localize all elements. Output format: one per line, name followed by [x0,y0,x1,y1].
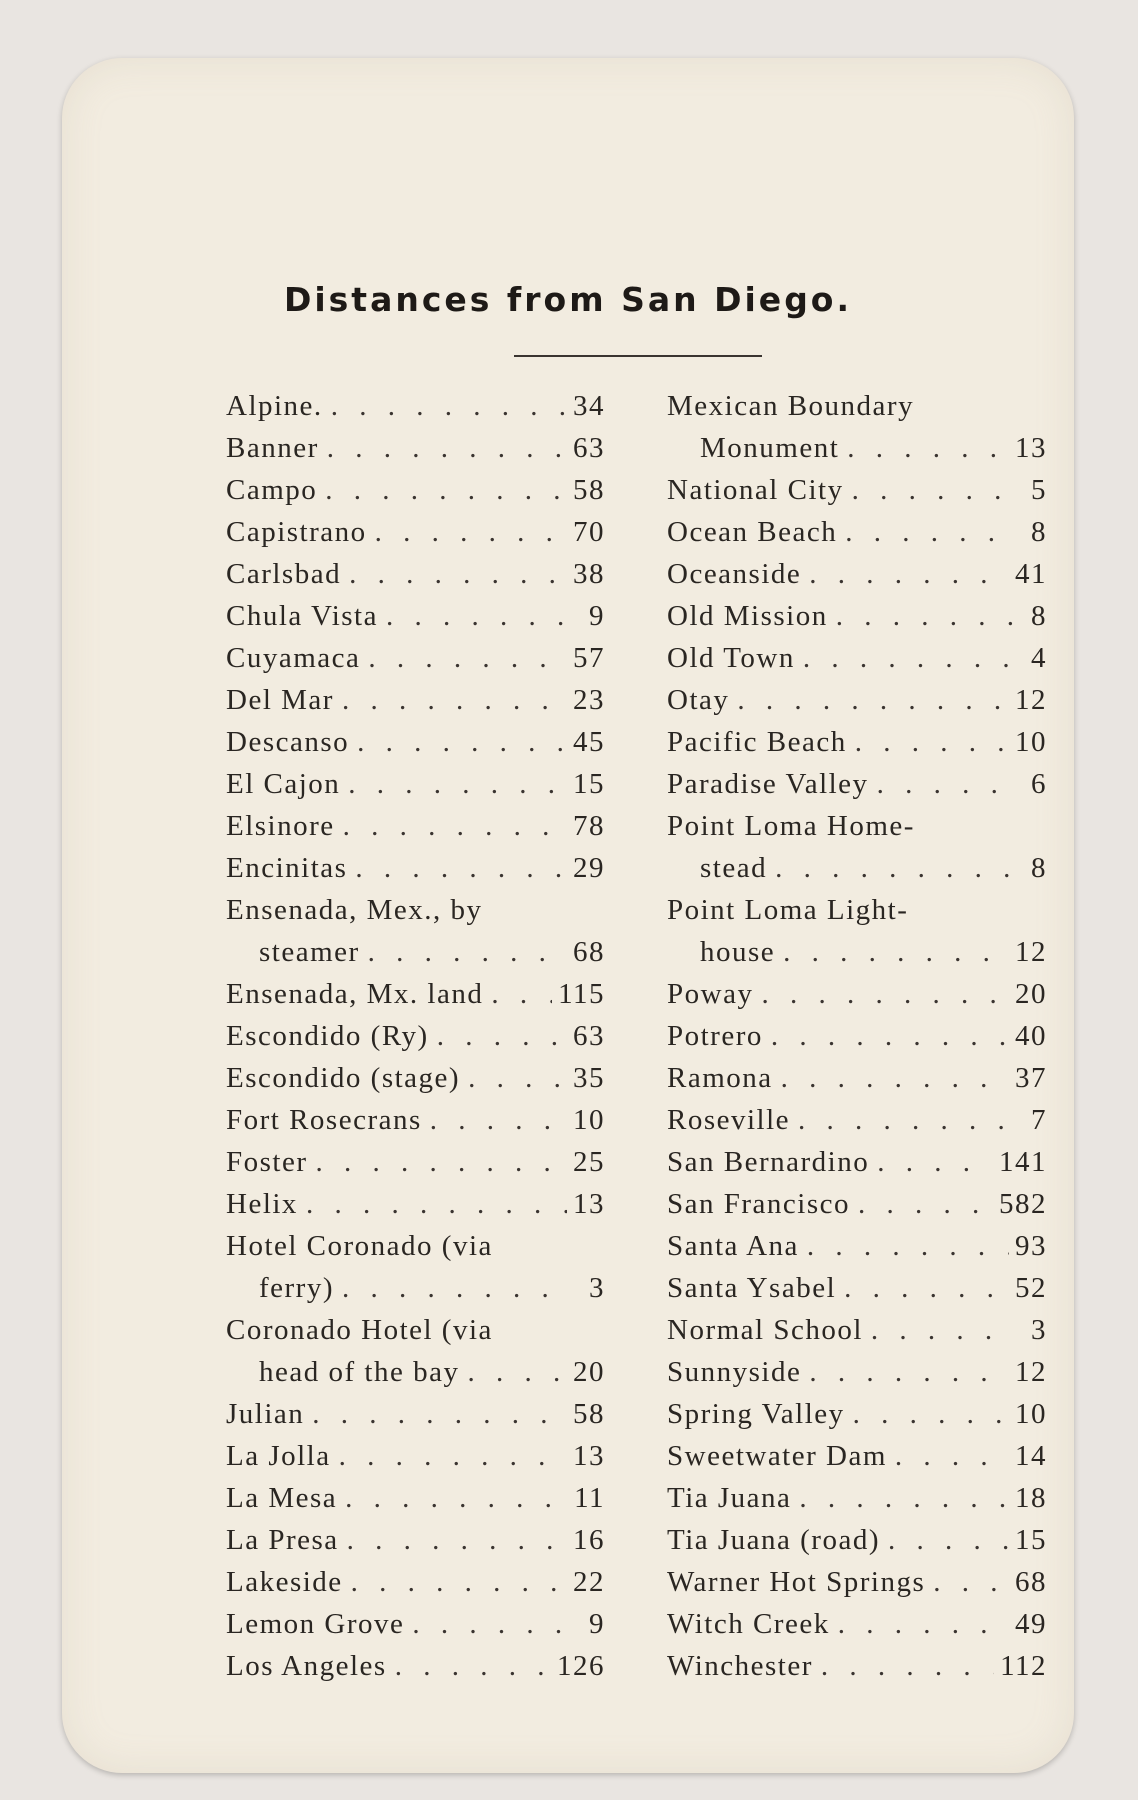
place-name: Campo [226,474,318,506]
list-item [667,595,1047,637]
list-item [667,1393,1047,1435]
distance-value: 20 [1015,978,1047,1010]
dot-leader [803,637,1013,679]
list-item [667,973,1047,1015]
place-name: Sunnyside [667,1356,802,1388]
list-item [226,931,605,973]
list-item [226,595,605,637]
place-name: Poway [667,978,754,1010]
page-title: Distances from San Diego. [283,280,853,319]
dot-leader [858,1183,993,1225]
distance-value: 13 [573,1188,605,1220]
list-item [667,1057,1047,1099]
list-item [226,1393,605,1435]
distance-value: 15 [1015,1524,1047,1556]
distance-value: 23 [573,684,605,716]
distance-value: 12 [1015,684,1047,716]
entry-heading: Hotel Coronado (via [226,1230,493,1262]
distance-value: 45 [573,726,605,758]
list-item [226,1351,605,1393]
list-item [667,1015,1047,1057]
distance-value: 15 [573,768,605,800]
list-item [667,679,1047,721]
place-name: Tia Juana (road) [667,1524,880,1556]
list-item [667,1645,1047,1687]
dot-leader [348,763,567,805]
place-name: steamer [259,936,360,968]
list-item [226,1561,605,1603]
dot-leader [871,1309,1013,1351]
distance-value: 5 [1031,474,1047,506]
dot-leader [845,511,1013,553]
distance-value: 12 [1015,936,1047,968]
place-name: Monument [700,432,840,464]
list-item [667,469,1047,511]
dot-leader [351,1561,567,1603]
dot-leader [339,1435,567,1477]
dot-leader [368,931,567,973]
list-item [667,763,1047,805]
list-item [226,721,605,763]
list-item [226,1267,605,1309]
distance-value: 13 [1015,432,1047,464]
distance-value: 6 [1031,768,1047,800]
dot-leader [847,427,1009,469]
entry-heading: Mexican Boundary [667,390,915,422]
list-item [226,1099,605,1141]
place-name: Escondido (Ry) [226,1020,429,1052]
place-name: Capistrano [226,516,367,548]
list-item [667,1267,1047,1309]
dot-leader [342,679,567,721]
dot-leader [798,1099,1013,1141]
dot-leader [852,469,1013,511]
place-name: San Bernardino [667,1146,870,1178]
place-name: Pacific Beach [667,726,847,758]
dot-leader [437,1015,567,1057]
distance-value: 22 [573,1566,605,1598]
dot-leader [345,1477,568,1519]
list-item [667,1477,1047,1519]
distance-value: 8 [1031,516,1047,548]
place-name: La Jolla [226,1440,331,1472]
dot-leader [347,1519,567,1561]
list-item [226,1183,605,1225]
list-item [226,385,605,427]
place-name: Potrero [667,1020,763,1052]
distance-value: 52 [1015,1272,1047,1304]
place-name: Spring Valley [667,1398,845,1430]
place-name: Santa Ysabel [667,1272,837,1304]
distance-value: 70 [573,516,605,548]
place-name: house [700,936,776,968]
distance-value: 12 [1015,1356,1047,1388]
place-name: Julian [226,1398,305,1430]
dot-leader [412,1603,571,1645]
place-name: Sweetwater Dam [667,1440,887,1472]
place-name: Encinitas [226,852,348,884]
entry-heading: Point Loma Light- [667,894,909,926]
dot-leader [807,1225,1009,1267]
list-item [667,1435,1047,1477]
list-item [667,1309,1047,1351]
list-item [667,427,1047,469]
distance-value: 68 [1015,1566,1047,1598]
place-name: Alpine. [226,390,323,422]
place-name: National City [667,474,844,506]
place-name: Oceanside [667,558,802,590]
place-name: Del Mar [226,684,334,716]
place-name: Banner [226,432,319,464]
dot-leader [737,679,1009,721]
entry-heading: Coronado Hotel (via [226,1314,493,1346]
list-item [226,1645,605,1687]
dot-leader [343,805,567,847]
dot-leader [368,637,567,679]
dot-leader [836,595,1013,637]
dot-leader [933,1561,1009,1603]
dot-leader [316,1141,568,1183]
distance-value: 3 [1031,1314,1047,1346]
place-name: Fort Rosecrans [226,1104,422,1136]
place-name: Descanso [226,726,350,758]
list-item [667,1351,1047,1393]
place-name: stead [700,852,768,884]
dot-leader [844,1267,1009,1309]
distance-value: 34 [573,390,605,422]
list-item [667,1183,1047,1225]
dot-leader [331,385,567,427]
list-item [226,637,605,679]
list-item [226,763,605,805]
entry-heading: Ensenada, Mex., by [226,894,483,926]
list-item [667,931,1047,973]
dot-leader [895,1435,1009,1477]
dot-leader [468,1057,567,1099]
distance-value: 115 [558,978,605,1010]
place-name: Chula Vista [226,600,378,632]
dot-leader [877,1141,993,1183]
distance-value: 29 [573,852,605,884]
distance-value: 3 [589,1272,605,1304]
place-name: Santa Ana [667,1230,799,1262]
dot-leader [877,763,1013,805]
distance-value: 78 [573,810,605,842]
distance-value: 25 [573,1146,605,1178]
distance-value: 141 [999,1146,1047,1178]
dot-leader [355,847,567,889]
dot-leader [821,1645,994,1687]
distance-value: 68 [573,936,605,968]
dot-leader [327,427,567,469]
dot-leader [467,1351,567,1393]
place-name: Los Angeles [226,1650,387,1682]
distance-value: 10 [1015,1398,1047,1430]
distance-value: 49 [1015,1608,1047,1640]
list-item [226,511,605,553]
distance-value: 93 [1015,1230,1047,1262]
distance-value: 13 [573,1440,605,1472]
place-name: Old Mission [667,600,828,632]
distance-value: 126 [557,1650,605,1682]
list-item [667,553,1047,595]
list-item [226,1435,605,1477]
list-item [226,1057,605,1099]
list-item [226,1477,605,1519]
place-name: Escondido (stage) [226,1062,461,1094]
distance-value: 4 [1031,642,1047,674]
place-name: Ensenada, Mx. land [226,978,484,1010]
list-item [667,1141,1047,1183]
place-name: Ocean Beach [667,516,838,548]
distance-value: 57 [573,642,605,674]
distance-value: 63 [573,1020,605,1052]
place-name: La Presa [226,1524,339,1556]
place-name: Old Town [667,642,795,674]
place-name: ferry) [259,1272,335,1304]
distance-value: 7 [1031,1104,1047,1136]
dot-leader [375,511,567,553]
entry-heading: Point Loma Home- [667,810,915,842]
place-name: Ramona [667,1062,773,1094]
list-item [226,553,605,595]
distance-value: 8 [1031,600,1047,632]
dot-leader [853,1393,1009,1435]
distance-value: 41 [1015,558,1047,590]
list-item [226,1519,605,1561]
dot-leader [430,1099,567,1141]
list-item [667,637,1047,679]
distance-value: 11 [574,1482,605,1514]
place-name: Helix [226,1188,298,1220]
distance-value: 58 [573,1398,605,1430]
distance-value: 18 [1015,1482,1047,1514]
place-name: Lemon Grove [226,1608,405,1640]
dot-leader [491,973,552,1015]
dot-leader [325,469,567,511]
list-item [226,469,605,511]
dot-leader [349,553,567,595]
dot-leader [771,1015,1009,1057]
dot-leader [386,595,571,637]
dot-leader [783,931,1009,973]
distance-value: 38 [573,558,605,590]
list-item [667,1561,1047,1603]
dot-leader [342,1267,571,1309]
list-item [667,1603,1047,1645]
distance-value: 10 [1015,726,1047,758]
dot-leader [799,1477,1009,1519]
distance-value: 37 [1015,1062,1047,1094]
place-name: La Mesa [226,1482,338,1514]
list-item [226,973,605,1015]
dot-leader [395,1645,551,1687]
dot-leader [838,1603,1009,1645]
title-divider [514,355,762,357]
dot-leader [781,1057,1009,1099]
list-item [226,427,605,469]
dot-leader [357,721,567,763]
distance-value: 40 [1015,1020,1047,1052]
place-name: Paradise Valley [667,768,869,800]
distance-value: 112 [1000,1650,1047,1682]
dot-leader [306,1183,567,1225]
list-item [667,1519,1047,1561]
list-item [226,847,605,889]
place-name: Lakeside [226,1566,343,1598]
place-name: head of the bay [259,1356,460,1388]
dot-leader [809,553,1009,595]
distance-card [62,58,1074,1773]
list-item [667,1099,1047,1141]
dot-leader [312,1393,567,1435]
distance-value: 14 [1015,1440,1047,1472]
list-item [226,1603,605,1645]
list-item [226,1015,605,1057]
list-item [667,511,1047,553]
place-name: San Francisco [667,1188,850,1220]
list-item [667,847,1047,889]
distance-value: 63 [573,432,605,464]
distance-value: 8 [1031,852,1047,884]
distance-value: 9 [589,1608,605,1640]
dot-leader [855,721,1009,763]
distance-value: 20 [573,1356,605,1388]
dot-leader [775,847,1013,889]
place-name: El Cajon [226,768,341,800]
place-name: Roseville [667,1104,791,1136]
left-column [226,385,605,1687]
place-name: Winchester [667,1650,813,1682]
place-name: Normal School [667,1314,863,1346]
place-name: Witch Creek [667,1608,830,1640]
right-column [667,385,1047,1687]
place-name: Foster [226,1146,308,1178]
place-name: Elsinore [226,810,335,842]
place-name: Tia Juana [667,1482,792,1514]
dot-leader [761,973,1009,1015]
distance-value: 10 [573,1104,605,1136]
list-item [226,679,605,721]
place-name: Carlsbad [226,558,342,590]
distance-value: 582 [999,1188,1047,1220]
list-item [226,805,605,847]
place-name: Cuyamaca [226,642,361,674]
dot-leader [809,1351,1009,1393]
distance-value: 35 [573,1062,605,1094]
dot-leader [888,1519,1009,1561]
distance-value: 16 [573,1524,605,1556]
place-name: Otay [667,684,730,716]
list-item [226,1141,605,1183]
distance-value: 9 [589,600,605,632]
place-name: Warner Hot Springs [667,1566,926,1598]
list-item [667,1225,1047,1267]
distance-value: 58 [573,474,605,506]
list-item [667,721,1047,763]
